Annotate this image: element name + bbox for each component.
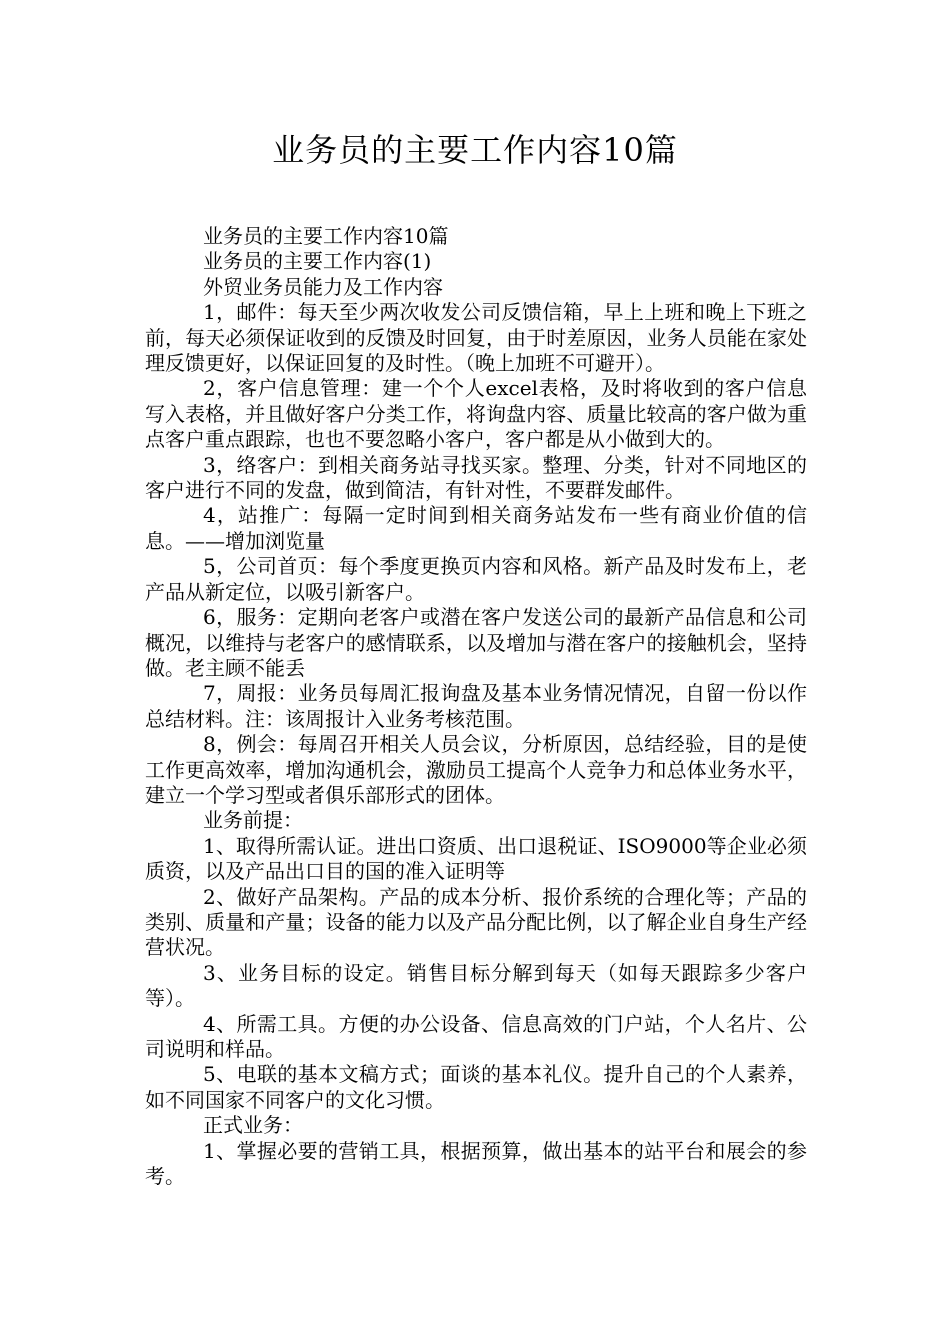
- document-title: 业务员的主要工作内容10篇: [272, 131, 678, 169]
- paragraph-18: 正式业务：: [203, 1113, 303, 1138]
- paragraph-2: 业务员的主要工作内容(1): [203, 249, 432, 274]
- paragraph-8: 5，公司首页：每个季度更换页内容和风格。新产品及时发布上，老产品从新定位，以吸引新客户。: [145, 554, 807, 604]
- document-body: [145, 224, 807, 1189]
- paragraph-10: 7，周报：业务员每周汇报询盘及基本业务情况情况，自留一份以作总结材料。注：该周报计入业务考核范围。: [145, 681, 807, 731]
- paragraph-4: 1，邮件：每天至少两次收发公司反馈信箱，早上上班和晚上下班之前，每天必须保证收到的反馈及时回复，由于时差原因，业务人员能在家处理反馈更好，以保证回复的及时性。（晚上加班不可避开）。: [145, 300, 807, 376]
- paragraph-9: 6，服务：定期向老客户或潜在客户发送公司的最新产品信息和公司概况，以维持与老客户的感情联系，以及增加与潜在客户的接触机会，坚持做。老主顾不能丢: [145, 605, 807, 680]
- paragraph-1: 业务员的主要工作内容10篇: [203, 224, 449, 248]
- paragraph-12: 业务前提：: [203, 808, 303, 833]
- paragraph-3: 外贸业务员能力及工作内容: [203, 274, 443, 299]
- paragraph-5: 2，客户信息管理：建一个个人excel表格，及时将收到的客户信息写入表格，并且做好客户分类工作，将询盘内容、质量比较高的客户做为重点客户重点跟踪，也也不要忽略小客户，客户都是从小做到大的。: [145, 376, 807, 452]
- paragraph-15: 3、业务目标的设定。销售目标分解到每天（如每天跟踪多少客户等）。: [145, 960, 807, 1011]
- paragraph-19: 1、掌握必要的营销工具，根据预算，做出基本的站平台和展会的参考。: [145, 1138, 807, 1189]
- paragraph-13: 1、取得所需认证。进出口资质、出口退税证、ISO9000等企业必须质资，以及产品出口目的国的准入证明等: [145, 833, 807, 884]
- paragraph-6: 3，络客户：到相关商务站寻找买家。整理、分类，针对不同地区的客户进行不同的发盘，做到简洁，有针对性，不要群发邮件。: [145, 452, 807, 503]
- paragraph-11: 8，例会：每周召开相关人员会议，分析原因，总结经验，目的是使工作更高效率，增加沟通机会，激励员工提高个人竞争力和总体业务水平，建立一个学习型或者俱乐部形式的团体。: [145, 732, 807, 807]
- paragraph-16: 4、所需工具。方便的办公设备、信息高效的门户站，个人名片、公司说明和样品。: [145, 1011, 807, 1061]
- paragraph-7: 4，站推广：每隔一定时间到相关商务站发布一些有商业价值的信息。——增加浏览量: [145, 503, 807, 553]
- paragraph-17: 5、电联的基本文稿方式；面谈的基本礼仪。提升自己的个人素养，如不同国家不同客户的文化习惯。: [145, 1062, 807, 1112]
- paragraph-14: 2、做好产品架构。产品的成本分析、报价系统的合理化等；产品的类别、质量和产量；设备的能力以及产品分配比例，以了解企业自身生产经营状况。: [145, 884, 807, 960]
